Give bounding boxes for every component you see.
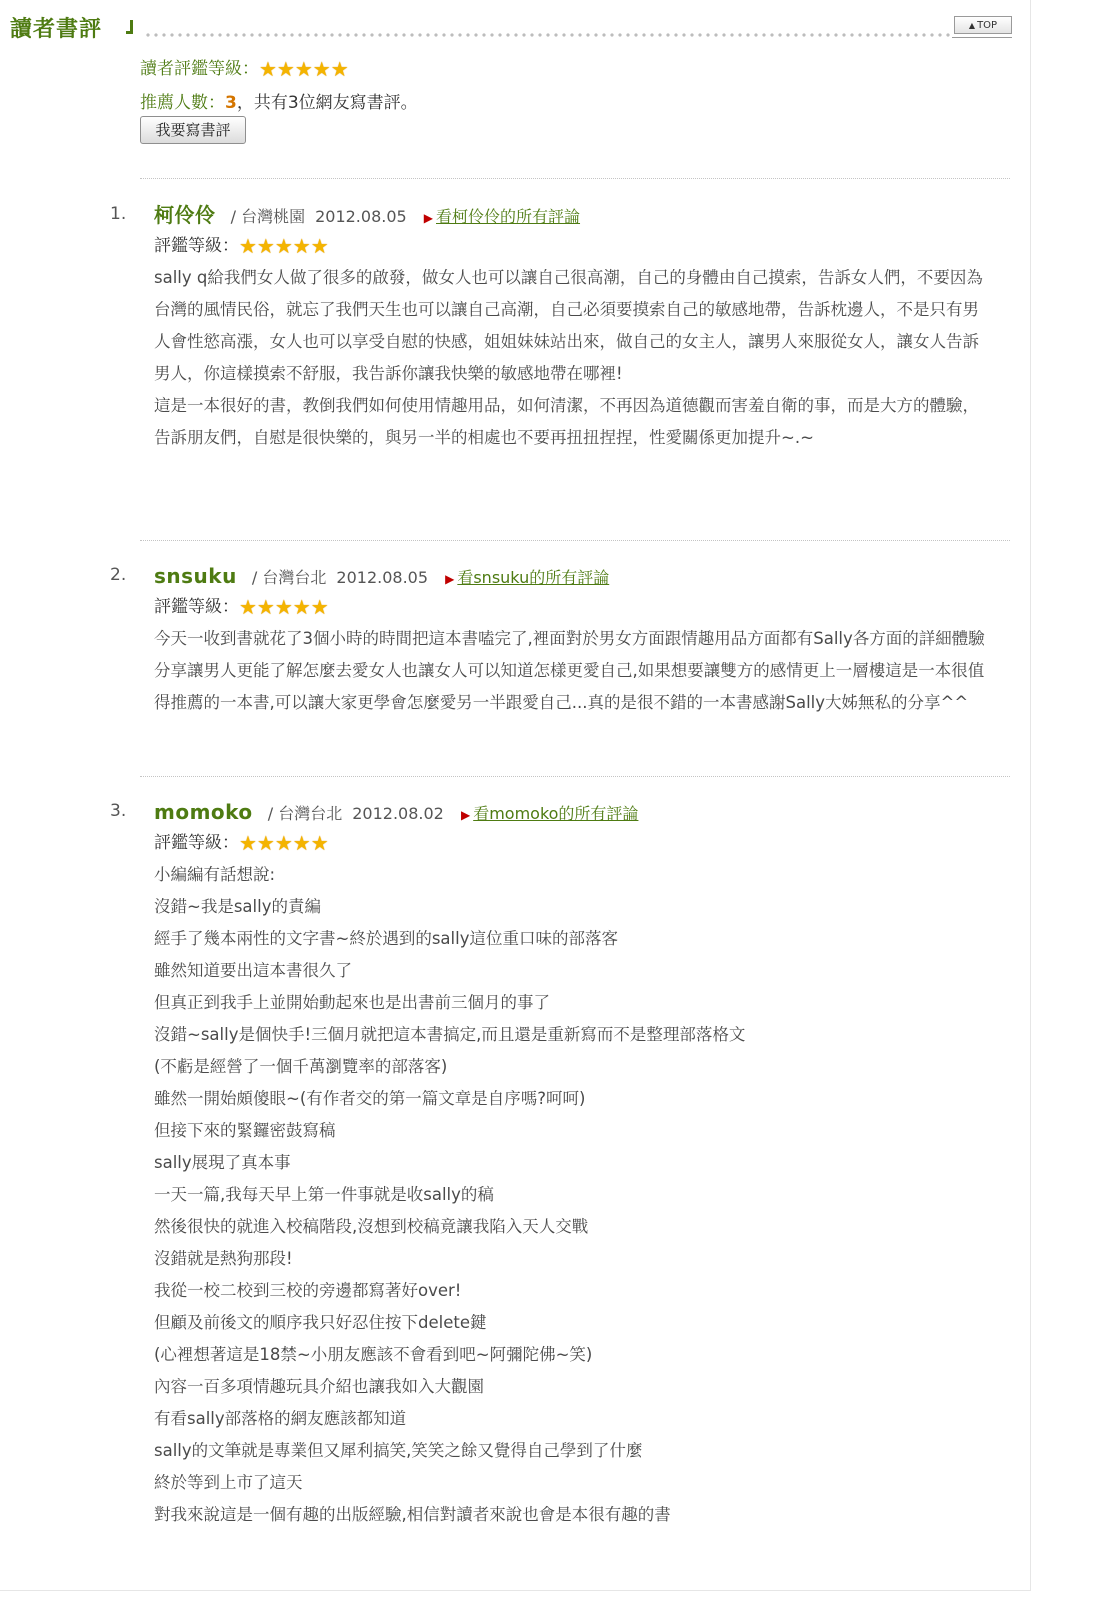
review-rating-row: [154, 591, 994, 623]
review-line: 內容一百多項情趣玩具介紹也讓我如入大觀園: [154, 1377, 484, 1396]
reviewer-name: momoko: [154, 800, 253, 824]
review-line: 終於等到上市了這天: [154, 1473, 303, 1492]
reviewer-all-reviews-link[interactable]: [461, 804, 638, 823]
section-header: [8, 10, 1028, 40]
recommend-count-row: [140, 86, 418, 120]
review-line: sally展現了真本事: [154, 1153, 291, 1172]
review-line: 雖然知道要出這本書很久了: [154, 961, 352, 980]
review-rating-label: 評鑑等級：: [154, 236, 239, 256]
review-body: [154, 797, 994, 1531]
reviewer-name: snsuku: [154, 564, 237, 588]
review-rating-label: 評鑑等級：: [154, 833, 239, 853]
review-line: sally的文筆就是專業但又犀利搞笑,笑笑之餘又覺得自己學到了什麼: [154, 1441, 643, 1460]
review-text: [154, 623, 994, 719]
recommend-count: 3: [225, 93, 237, 113]
reviewer-link-label: 看momoko的所有評論: [473, 804, 639, 823]
review-number: 1.: [110, 204, 127, 224]
review-separator: [140, 178, 1010, 179]
review-line: (心裡想著這是18禁~小朋友應該不會看到吧~阿彌陀佛~笑): [154, 1345, 593, 1364]
review-header: [154, 797, 994, 827]
review-line: 但真正到我手上並開始動起來也是出書前三個月的事了: [154, 993, 550, 1012]
review-line: 小編編有話想說:: [154, 865, 276, 884]
reviewer-location: / 台灣台北: [251, 568, 327, 587]
review-meta: [268, 804, 444, 823]
review-separator: [140, 776, 1010, 777]
review-body: [154, 561, 994, 719]
rating-summary: [140, 52, 418, 139]
review-number: 2.: [110, 565, 127, 585]
review-date: 2012.08.05: [336, 568, 429, 587]
review-rating-label: 評鑑等級：: [154, 597, 239, 617]
overall-rating-stars: ★★★★★: [259, 57, 349, 81]
review-meta: [252, 568, 428, 587]
triangle-right-icon: ▶: [445, 572, 455, 586]
overall-rating-label: 讀者評鑑等級：: [140, 59, 259, 79]
review-line: 我從一校二校到三校的旁邊都寫著好over!: [154, 1281, 462, 1300]
review-separator: [140, 540, 1010, 541]
review-meta: [231, 207, 407, 226]
review-line: 有看sally部落格的網友應該都知道: [154, 1409, 407, 1428]
header-underline: [952, 37, 1012, 38]
review-rating-stars: ★★★★★: [239, 831, 329, 855]
review-rating-stars: ★★★★★: [239, 234, 329, 258]
overall-rating-row: [140, 52, 418, 86]
review-header: [154, 200, 994, 230]
review-line: 經手了幾本兩性的文字書~終於遇到的sally這位重口味的部落客: [154, 929, 618, 948]
review-text: [154, 262, 994, 454]
reviewer-link-label: 看柯伶伶的所有評論: [436, 207, 581, 226]
write-review-button[interactable]: 我要寫書評: [140, 116, 246, 144]
review-number: 3.: [110, 801, 127, 821]
reviewer-all-reviews-link[interactable]: [445, 568, 609, 587]
review-rating-row: [154, 230, 994, 262]
review-body: [154, 200, 994, 454]
review-text: [154, 859, 994, 1531]
reviewer-link-label: 看snsuku的所有評論: [457, 568, 610, 587]
review-line: 然後很快的就進入校稿階段,沒想到校稿竟讓我陷入天人交戰: [154, 1217, 589, 1236]
review-line: 沒錯~我是sally的責編: [154, 897, 321, 916]
review-line: 對我來說這是一個有趣的出版經驗,相信對讀者來說也會是本很有趣的書: [154, 1505, 671, 1524]
review-line: 但接下來的緊鑼密鼓寫稿: [154, 1121, 336, 1140]
back-to-top-button[interactable]: [954, 16, 1012, 34]
title-bracket-decoration: [126, 20, 133, 34]
recommend-label: 推薦人數：: [140, 93, 225, 113]
review-line: (不虧是經營了一個千萬瀏覽率的部落客): [154, 1057, 448, 1076]
triangle-right-icon: ▶: [460, 808, 471, 822]
review-header: [154, 561, 994, 591]
review-rating-stars: ★★★★★: [239, 595, 329, 619]
up-arrow-icon: ▲: [968, 21, 976, 30]
review-paragraph: sally q給我們女人做了很多的啟發，做女人也可以讓自己很高潮，自己的身體由自己摸索，告訴女人們，不要因為台灣的風情民俗，就忘了我們天生也可以讓自己高潮，自己必須要摸索自己的敏感地帶，告訴枕邊人，不是只有男人會性慾高漲，女人也可以享受自慰的快感，姐姐妹妹站出來，做自己的女主人，讓男人來服從女人，讓女人告訴男人，你這樣摸索不舒服，我告訴你讓我快樂的敏感地帶在哪裡!: [154, 268, 983, 383]
review-line: 雖然一開始頗傻眼~(有作者交的第一篇文章是自序嗎?呵呵): [154, 1089, 586, 1108]
review-line: 但顧及前後文的順序我只好忍住按下delete鍵: [154, 1313, 487, 1332]
review-rating-row: [154, 827, 994, 859]
reviewer-all-reviews-link[interactable]: [424, 207, 580, 226]
review-line: 沒錯就是熱狗那段!: [154, 1249, 293, 1268]
triangle-right-icon: ▶: [423, 211, 434, 225]
reviewer-location: / 台灣台北: [267, 804, 343, 823]
dotted-divider: [144, 32, 952, 38]
top-label: TOP: [977, 20, 998, 31]
recommend-text: ，共有3位網友寫書評。: [236, 93, 418, 113]
review-paragraph: 今天一收到書就花了3個小時的時間把這本書嗑完了,裡面對於男女方面跟情趣用品方面都有Sally各方面的詳細體驗分享讓男人更能了解怎麼去愛女人也讓女人可以知道怎樣更愛自己,如果想要讓雙方的感情更上一層樓這是一本很值得推薦的一本書,可以讓大家更學會怎麼愛另一半跟愛自己...真的是很不錯的一本書感謝Sally大姊無私的分享^^: [154, 629, 985, 712]
section-title: 讀者書評: [10, 16, 103, 42]
reviewer-location: / 台灣桃園: [230, 207, 306, 226]
review-date: 2012.08.02: [352, 804, 444, 823]
reviewer-name: 柯伶伶: [154, 203, 216, 227]
review-line: 一天一篇,我每天早上第一件事就是收sally的稿: [154, 1185, 494, 1204]
review-line: 沒錯~sally是個快手!三個月就把這本書搞定,而且還是重新寫而不是整理部落格文: [154, 1025, 746, 1044]
review-date: 2012.08.05: [315, 207, 407, 226]
review-paragraph: 這是一本很好的書，教倒我們如何使用情趣用品，如何清潔，不再因為道德觀而害羞自衛的事，而是大方的體驗，告訴朋友們，自慰是很快樂的，與另一半的相處也不要再扭扭捏捏，性愛關係更加提升~.~: [154, 396, 979, 447]
